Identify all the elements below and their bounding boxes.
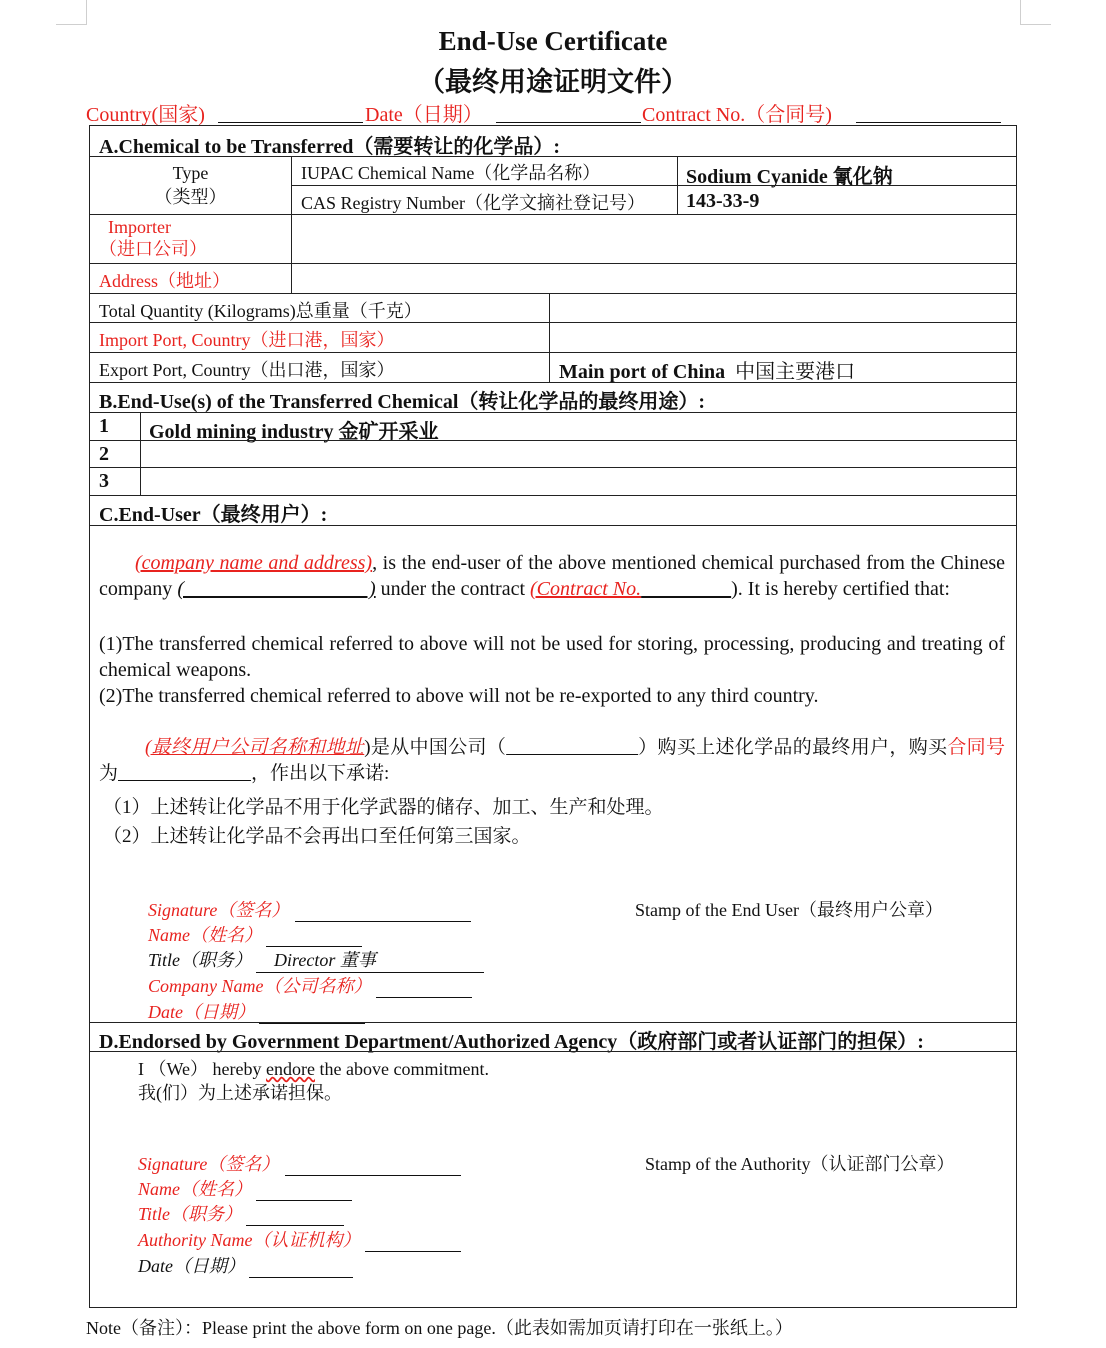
importer-label-zh: （进口公司） <box>99 239 207 259</box>
statement-text: ). It is hereby certified that: <box>731 578 950 600</box>
divider <box>90 156 1016 157</box>
end-user-statement-zh <box>99 735 1005 787</box>
date-label: Date（日期） <box>148 1002 255 1022</box>
statement-text: ，作出以下承诺: <box>251 763 390 784</box>
divider <box>90 382 1016 383</box>
date-label: Date（日期） <box>138 1256 245 1276</box>
divider <box>90 440 1016 441</box>
cas-value[interactable]: 143-33-9 <box>686 190 760 212</box>
name-label: Name（姓名） <box>138 1179 252 1199</box>
date-label: Date（日期） <box>365 104 483 126</box>
divider <box>90 322 1016 323</box>
end-user-statement-en <box>99 550 1005 602</box>
end-user-name-field[interactable] <box>148 921 362 947</box>
date-blank[interactable] <box>496 98 641 123</box>
company-label: Company Name（公司名称） <box>148 976 372 996</box>
end-use-row-num: 2 <box>99 443 109 465</box>
contract-label: Contract No.（合同号) <box>642 104 832 126</box>
divider <box>90 293 1016 294</box>
authority-title-field[interactable] <box>138 1200 344 1226</box>
end-user-title-field[interactable] <box>148 946 484 973</box>
end-user-stamp-label: Stamp of the End User（最终用户公章） <box>635 900 943 920</box>
statement-text: )是从中国公司（ <box>364 737 507 758</box>
divider <box>90 495 1016 496</box>
company-placeholder-zh[interactable]: (最终用户公司名称和地址 <box>145 737 365 758</box>
endorsement-en <box>138 1055 489 1081</box>
end-user-date-field[interactable] <box>148 998 365 1024</box>
end-use-row-num: 3 <box>99 470 109 492</box>
section-d-heading: D.Endorsed by Government Department/Authorized Agency（政府部门或者认证部门的担保）: <box>99 1031 924 1053</box>
commitment-2-zh: （2）上述转让化学品不会再出口至任何第三国家。 <box>103 826 531 847</box>
end-use-row-num: 1 <box>99 415 109 437</box>
signature-label: Signature（签名） <box>148 900 290 920</box>
contract-blank[interactable] <box>856 98 1001 123</box>
company-placeholder[interactable]: (company name and address) <box>135 552 373 574</box>
country-blank[interactable] <box>218 98 363 123</box>
authority-agency-field[interactable] <box>138 1226 461 1252</box>
signature-label: Signature（签名） <box>138 1154 280 1174</box>
title-value: Director 董事 <box>256 946 484 973</box>
certificate-form <box>89 125 1017 1308</box>
statement-text: , is the end-user of the above mentioned chemical purchased from the Chinese company <box>99 552 1005 600</box>
importer-label-en: Importer <box>108 217 171 237</box>
authority-signature-field[interactable] <box>138 1150 461 1176</box>
section-c-heading: C.End-User（最终用户）: <box>99 504 328 526</box>
address-label: Address（地址） <box>99 271 230 291</box>
endorsement-text: I （We） hereby <box>138 1059 267 1079</box>
import-port-label: Import Port, Country（进口港，国家） <box>99 330 395 350</box>
authority-name-field[interactable] <box>138 1175 352 1201</box>
commitment-2-en: (2)The transferred chemical referred to above will not be re-exported to any third country. <box>99 685 819 707</box>
endorsement-text: the above commitment. <box>315 1059 489 1079</box>
type-label-en: Type <box>172 163 209 183</box>
divider <box>549 293 550 382</box>
commitment-1-zh: （1）上述转让化学品不用于化学武器的储存、加工、生产和处理。 <box>103 797 664 818</box>
export-port-label: Export Port, Country（出口港，国家） <box>99 360 395 380</box>
title-label: Title（职务） <box>138 1204 243 1224</box>
divider <box>90 263 1016 264</box>
type-label <box>90 161 291 209</box>
divider <box>90 1051 1016 1052</box>
footer-note: Note（备注）：Please print the above form on one page.（此表如需加页请打印在一张纸上。） <box>86 1318 793 1338</box>
section-b-heading: B.End-Use(s) of the Transferred Chemical（转让化学品的最终用途）: <box>99 391 706 413</box>
type-label-zh: （类型） <box>154 187 227 207</box>
iupac-value[interactable]: Sodium Cyanide 氰化钠 <box>686 166 893 188</box>
end-use-row-value[interactable]: Gold mining industry 金矿开采业 <box>149 421 439 443</box>
divider <box>90 214 1016 215</box>
divider <box>291 156 292 293</box>
divider <box>90 467 1016 468</box>
contract-blank-zh[interactable] <box>118 763 251 784</box>
contract-placeholder[interactable]: (Contract No. <box>530 578 642 600</box>
endorsement-zh: 我(们）为上述承诺担保。 <box>138 1083 342 1103</box>
divider <box>90 412 1016 413</box>
divider <box>90 1022 1016 1023</box>
authority-date-field[interactable] <box>138 1252 353 1278</box>
title-label: Title（职务） <box>148 950 253 970</box>
country-label: Country(国家) <box>86 104 205 126</box>
divider <box>140 412 141 495</box>
page-corner-mark <box>1020 0 1051 25</box>
export-port-value[interactable] <box>559 355 855 384</box>
divider <box>90 352 1016 353</box>
contract-no-zh: 合同号 <box>947 737 1006 758</box>
total-quantity-label: Total Quantity (Kilograms)总重量（千克） <box>99 301 422 321</box>
chinese-company-blank-zh[interactable] <box>506 737 638 758</box>
name-label: Name（姓名） <box>148 925 262 945</box>
divider <box>90 525 1016 526</box>
document-title: End-Use Certificate <box>438 26 668 56</box>
importer-label <box>99 216 207 260</box>
divider <box>291 185 1016 186</box>
statement-text: under the contract <box>375 578 531 600</box>
section-a-heading: A.Chemical to be Transferred（需要转让的化学品）: <box>99 136 561 158</box>
statement-text: ）购买上述化学品的最终用户，购买 <box>638 737 948 758</box>
endorse-word: endore <box>266 1059 315 1079</box>
contract-blank-line[interactable] <box>641 578 731 600</box>
end-user-signature-field[interactable] <box>148 896 471 922</box>
commitment-1-en: (1)The transferred chemical referred to above will not be used for storing, processing, producing and treating of chemical weapons. <box>99 633 1005 681</box>
statement-text: 为 <box>99 763 119 784</box>
document-subtitle: （最终用途证明文件） <box>418 67 688 97</box>
authority-label: Authority Name（认证机构） <box>138 1230 361 1250</box>
iupac-label: IUPAC Chemical Name（化学品名称） <box>301 163 601 183</box>
header-fields <box>86 98 1006 126</box>
export-port-value-zh: 中国主要港口 <box>735 361 856 383</box>
authority-stamp-label: Stamp of the Authority（认证部门公章） <box>645 1154 955 1174</box>
chinese-company-blank[interactable]: ( ) <box>177 578 376 600</box>
export-port-value-en: Main port of China <box>559 361 726 383</box>
page-corner-mark <box>56 0 87 25</box>
cas-label: CAS Registry Number（化学文摘社登记号） <box>301 193 645 213</box>
end-user-company-field[interactable] <box>148 972 472 998</box>
